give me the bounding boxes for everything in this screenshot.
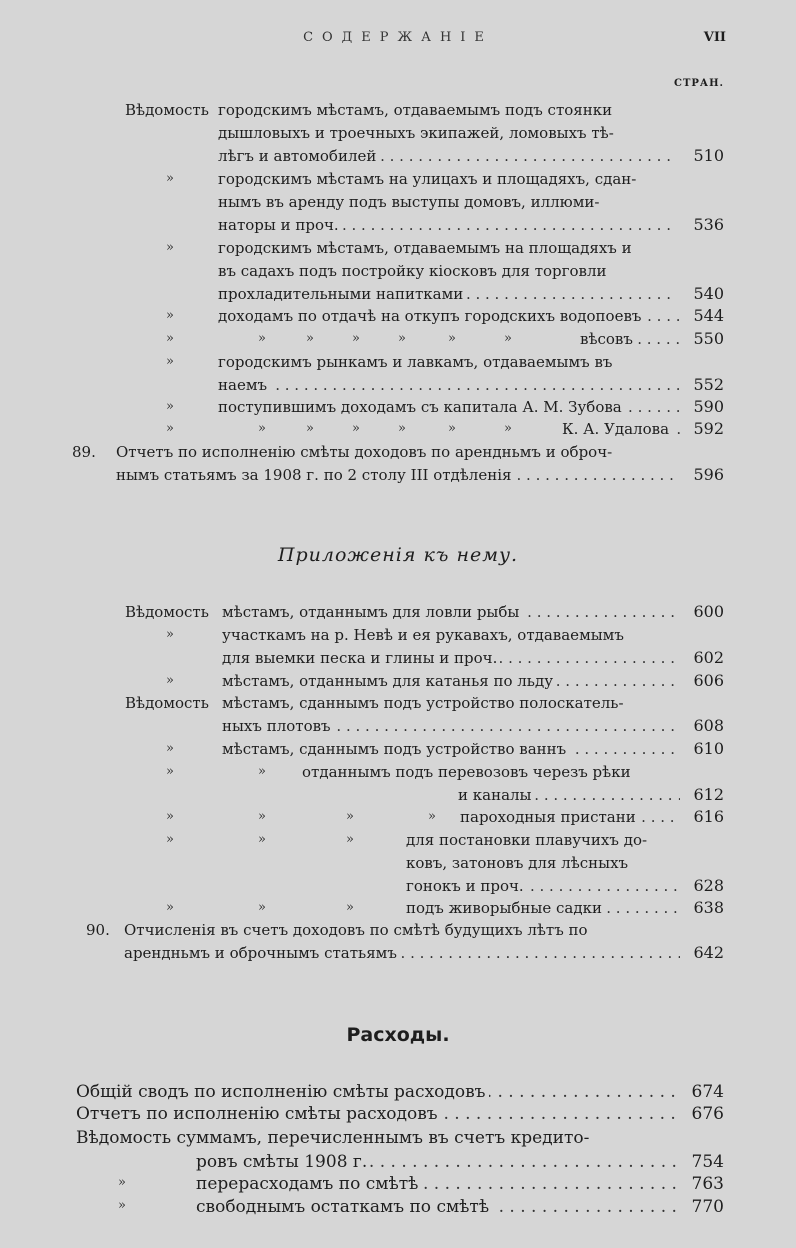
toc-line: ковъ, затоновъ для лѣсныхъ <box>406 852 678 874</box>
ditto-mark: » <box>166 741 174 756</box>
ditto-mark: » <box>398 331 406 346</box>
page-ref: 510 <box>693 146 724 165</box>
ditto-mark: » <box>166 399 174 414</box>
ditto-mark: » <box>166 627 174 642</box>
ditto-mark: » <box>352 331 360 346</box>
ditto-mark: » <box>448 331 456 346</box>
entry-label: Вѣдомость <box>125 101 209 119</box>
page-ref: 602 <box>693 648 724 667</box>
ditto-mark: » <box>306 421 314 436</box>
page-ref: 592 <box>693 419 724 438</box>
ditto-mark: » <box>398 421 406 436</box>
ditto-mark: » <box>166 354 174 369</box>
page-ref: 754 <box>691 1152 724 1172</box>
toc-line: . . . наемъ <box>218 374 680 396</box>
expenses-heading: Расходы. <box>346 1024 450 1046</box>
ditto-mark: » <box>166 331 174 346</box>
toc-line: участкамъ на р. Невѣ и ея рукавахъ, отдаваемымъ <box>222 624 677 646</box>
appendix-heading: Приложенія къ нему. <box>277 544 519 566</box>
toc-line: . . . Отчетъ по исполненію смѣты расходовъ <box>76 1102 680 1126</box>
page-ref: 608 <box>693 716 724 735</box>
ditto-mark: » <box>306 331 314 346</box>
toc-line: . . . ныхъ плотовъ <box>222 715 680 737</box>
toc-line: мѣстамъ, сданнымъ подъ устройство полоскатель- <box>222 692 677 714</box>
toc-line: городскимъ мѣстамъ, отдаваемымъ на площадяхъ и <box>218 237 673 259</box>
ditto-mark: » <box>258 421 266 436</box>
toc-line: нымъ въ аренду подъ выступы домовъ, иллюми- <box>218 191 673 213</box>
ditto-mark: » <box>258 809 266 824</box>
ditto-mark: » <box>352 421 360 436</box>
page-ref: 540 <box>693 284 724 303</box>
toc-line: . . . нымъ статьямъ за 1908 г. по 2 столу III отдѣленія <box>116 464 680 486</box>
toc-line: . . . поступившимъ доходамъ съ капитала А. М. Зубова <box>218 396 680 418</box>
ditto-mark: » <box>258 331 266 346</box>
toc-line: городскимъ мѣстамъ на улицахъ и площадяхъ, сдан- <box>218 168 673 190</box>
toc-line: . . . перерасходамъ по смѣтѣ <box>196 1172 680 1196</box>
page-ref: 552 <box>693 375 724 394</box>
toc-line: отданнымъ подъ перевозовъ черезъ рѣки <box>302 761 677 783</box>
ditto-mark: » <box>166 673 174 688</box>
page-ref: 596 <box>693 465 724 484</box>
toc-line: для постановки плавучихъ до- <box>406 829 678 851</box>
ditto-mark: » <box>166 240 174 255</box>
page-ref: 536 <box>693 215 724 234</box>
ditto-mark: » <box>166 832 174 847</box>
toc-line: . . . гонокъ и проч. <box>406 875 680 897</box>
page-ref: 642 <box>693 943 724 962</box>
page-ref: 590 <box>693 397 724 416</box>
toc-line: . . . мѣстамъ, отданнымъ для ловли рыбы <box>222 601 680 623</box>
page-column-label: СТРАН. <box>674 78 724 89</box>
toc-line: . . . для выемки песка и глины и проч. <box>222 647 680 669</box>
toc-line: . . . подъ живорыбные садки <box>406 897 680 919</box>
ditto-mark: » <box>166 308 174 323</box>
ditto-mark: » <box>258 764 266 779</box>
running-header-title: СОДЕРЖАНІЕ <box>303 30 493 45</box>
toc-line: Отчисленія въ счетъ доходовъ по смѣтѣ будущихъ лѣтъ по <box>124 919 676 941</box>
page-ref: 628 <box>693 876 724 895</box>
ditto-mark: » <box>346 809 354 824</box>
page-ref: 674 <box>691 1082 724 1102</box>
toc-line: . . . лѣгъ и автомобилей <box>218 145 673 167</box>
toc-line: городскимъ мѣстамъ, отдаваемымъ подъ стоянки <box>218 99 673 121</box>
toc-line: дышловыхъ и троечныхъ экипажей, ломовыхъ тѣ- <box>218 122 673 144</box>
toc-line: . . . мѣстамъ, сданнымъ подъ устройство ваннъ <box>222 738 680 760</box>
toc-line: . . . арендньмъ и оброчнымъ статьямъ <box>124 942 680 964</box>
ditto-mark: » <box>504 331 512 346</box>
ditto-mark: » <box>346 832 354 847</box>
toc-line: . . . мѣстамъ, отданнымъ для катанья по льду <box>222 670 680 692</box>
ditto-mark: » <box>346 900 354 915</box>
page-number-roman: VII <box>703 30 726 45</box>
ditto-mark: » <box>166 171 174 186</box>
toc-line: . . . свободнымъ остаткамъ по смѣтѣ <box>196 1195 680 1219</box>
ditto-mark: » <box>166 809 174 824</box>
ditto-mark: » <box>504 421 512 436</box>
ditto-mark: » <box>166 900 174 915</box>
ditto-mark: » <box>166 764 174 779</box>
page-ref: 550 <box>693 329 724 348</box>
toc-line: Вѣдомость суммамъ, перечисленнымъ въ счетъ кредито- <box>76 1126 676 1150</box>
ditto-mark: » <box>118 1175 126 1190</box>
page-ref: 612 <box>693 785 724 804</box>
toc-line: . . . ровъ смѣты 1908 г. <box>196 1150 680 1174</box>
page-ref: 616 <box>693 807 724 826</box>
ditto-mark: » <box>258 832 266 847</box>
ditto-mark: » <box>166 421 174 436</box>
page-ref: 606 <box>693 671 724 690</box>
toc-line: . . . К. А. Удалова <box>562 418 680 440</box>
entry-label: Вѣдомость <box>125 603 209 621</box>
page-ref: 763 <box>691 1174 724 1194</box>
toc-line: городскимъ рынкамъ и лавкамъ, отдаваемымъ въ <box>218 351 673 373</box>
toc-line: . . . и каналы <box>458 784 680 806</box>
page-ref: 600 <box>693 602 724 621</box>
toc-line: . . . пароходныя пристани <box>460 806 680 828</box>
toc-line: . . . доходамъ по отдачѣ на откупъ городскихъ водопоевъ <box>218 305 680 327</box>
entry-number: 89. <box>72 443 96 461</box>
ditto-mark: » <box>258 900 266 915</box>
page-ref: 676 <box>691 1104 724 1124</box>
ditto-mark: » <box>428 809 436 824</box>
ditto-mark: » <box>118 1198 126 1213</box>
toc-line: въ садахъ подъ постройку кіосковъ для торговли <box>218 260 673 282</box>
toc-line: . . . Общій сводъ по исполненію смѣты расходовъ <box>76 1080 680 1104</box>
toc-line: . . . вѣсовъ <box>580 328 680 350</box>
page-ref: 770 <box>691 1197 724 1217</box>
page-ref: 544 <box>693 306 724 325</box>
entry-label: Вѣдомость <box>125 694 209 712</box>
page-ref: 610 <box>693 739 724 758</box>
entry-number: 90. <box>86 921 110 939</box>
toc-line: . . . наторы и проч. <box>218 214 673 236</box>
toc-line: Отчетъ по исполненію смѣты доходовъ по арендньмъ и оброч- <box>116 441 676 463</box>
toc-line: . . . прохладительными напитками <box>218 283 673 305</box>
ditto-mark: » <box>448 421 456 436</box>
page-ref: 638 <box>693 898 724 917</box>
